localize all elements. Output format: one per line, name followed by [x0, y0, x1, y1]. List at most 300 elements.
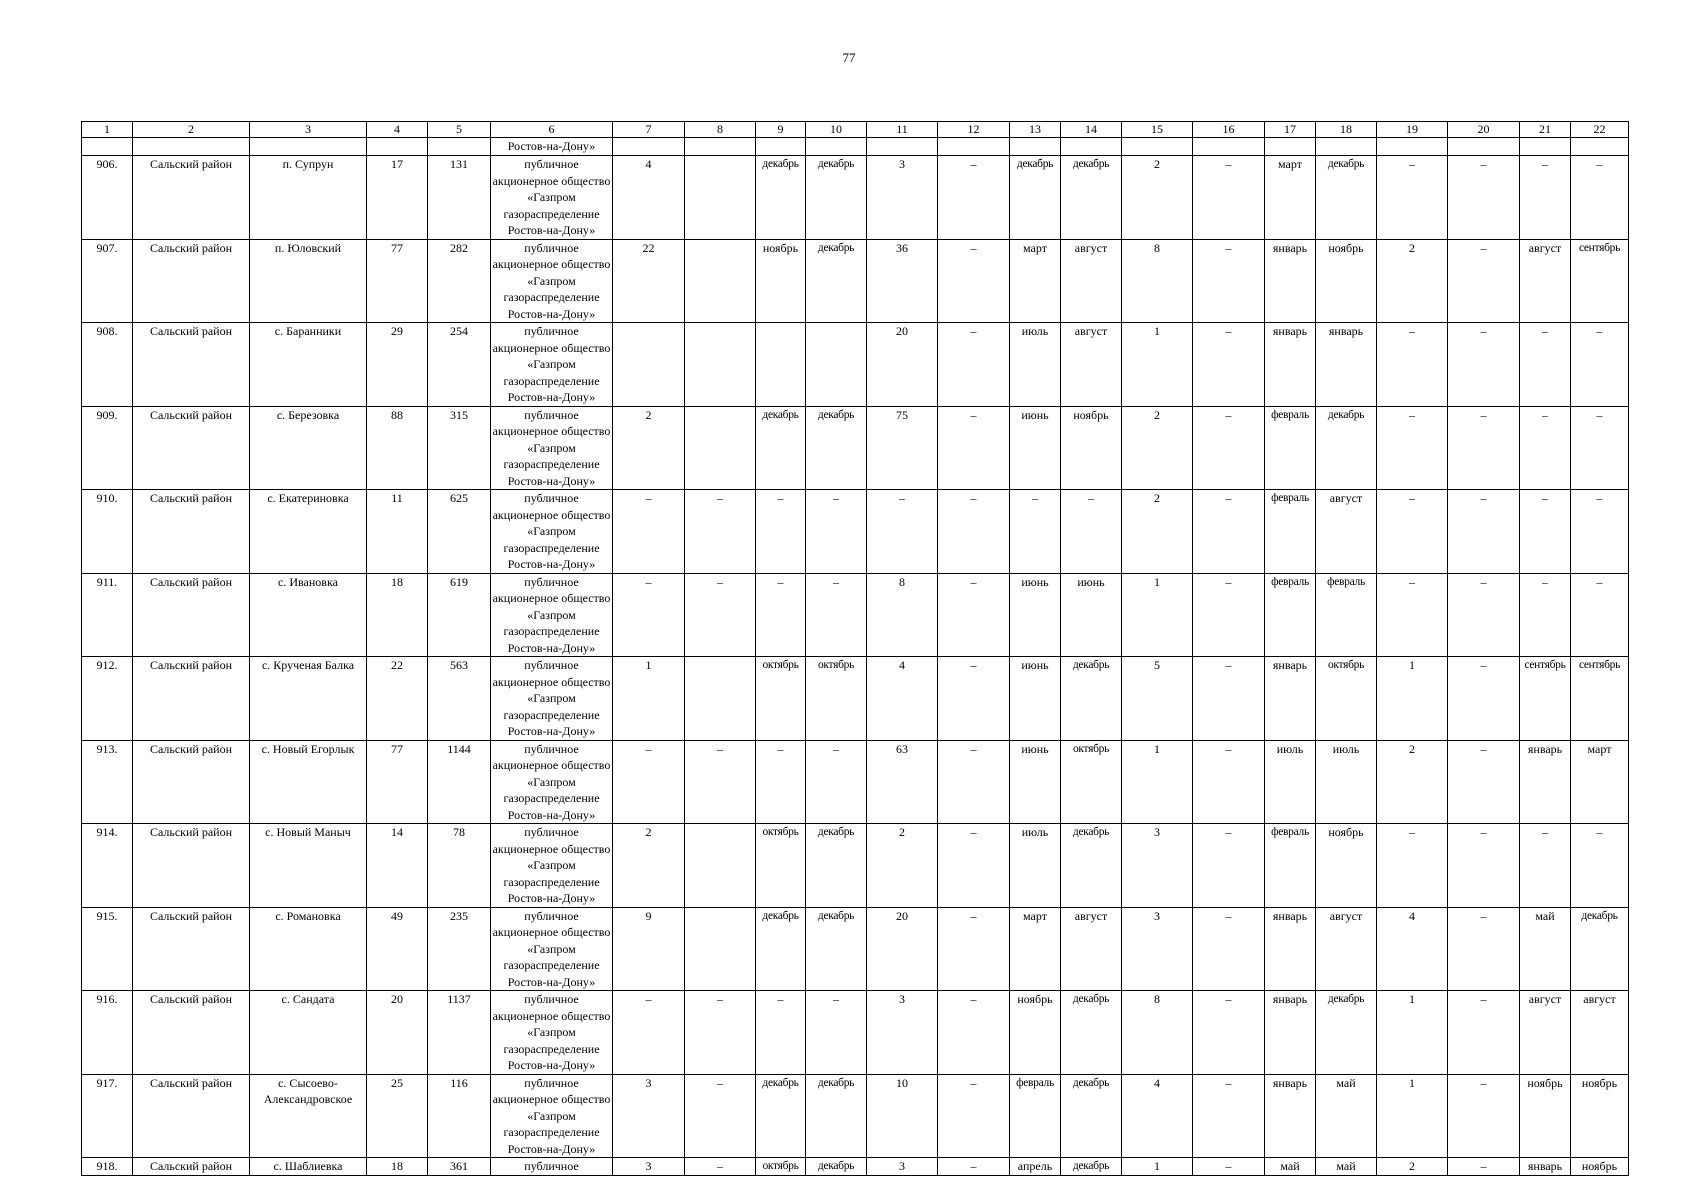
value-cell: декабрь [806, 824, 867, 908]
column-number-header: 8 [685, 122, 756, 138]
value-cell: январь [1316, 323, 1377, 407]
value-cell: ноябрь [1316, 239, 1377, 323]
column-number-header: 16 [1193, 122, 1265, 138]
value-cell: сентябрь [1520, 657, 1571, 741]
row-number: 907. [82, 239, 133, 323]
value-cell [685, 907, 756, 991]
table-row [82, 991, 1629, 1075]
value-cell: 20 [867, 323, 938, 407]
value-cell: январь [1265, 657, 1316, 741]
row-number: 912. [82, 657, 133, 741]
value-cell: – [938, 490, 1010, 574]
value-cell: 131 [428, 156, 491, 240]
table-row [82, 740, 1629, 824]
value-cell: 63 [867, 740, 938, 824]
table-row [82, 323, 1629, 407]
column-number-header: 9 [756, 122, 806, 138]
settlement-cell: с. Сысоево-Александровское [250, 1074, 367, 1158]
value-cell: ноябрь [1571, 1158, 1629, 1176]
row-number: 913. [82, 740, 133, 824]
value-cell: – [1520, 824, 1571, 908]
value-cell: 625 [428, 490, 491, 574]
value-cell: 2 [1122, 406, 1193, 490]
row-number: 910. [82, 490, 133, 574]
operator-cell: публичное [491, 1158, 613, 1176]
value-cell: декабрь [1061, 657, 1122, 741]
column-number-header: 11 [867, 122, 938, 138]
operator-cell: публичное акционерное общество «Газпром газораспределение Ростов-на-Дону» [491, 740, 613, 824]
row-number: 906. [82, 156, 133, 240]
value-cell: – [938, 1074, 1010, 1158]
value-cell [806, 323, 867, 407]
value-cell: – [1377, 490, 1448, 574]
value-cell: ноябрь [1316, 824, 1377, 908]
value-cell: декабрь [1316, 156, 1377, 240]
value-cell: декабрь [756, 406, 806, 490]
value-cell [685, 406, 756, 490]
value-cell: 5 [1122, 657, 1193, 741]
value-cell: 1137 [428, 991, 491, 1075]
value-cell: – [1193, 1158, 1265, 1176]
value-cell: июль [1265, 740, 1316, 824]
value-cell: 8 [1122, 991, 1193, 1075]
operator-cell: публичное акционерное общество «Газпром газораспределение Ростов-на-Дону» [491, 406, 613, 490]
value-cell: – [1448, 1074, 1520, 1158]
value-cell: февраль [1265, 573, 1316, 657]
district-cell: Сальский район [133, 657, 250, 741]
value-cell: – [938, 156, 1010, 240]
value-cell: 1 [1122, 1158, 1193, 1176]
value-cell: 77 [367, 239, 428, 323]
value-cell: – [1377, 573, 1448, 657]
value-cell: август [1316, 907, 1377, 991]
value-cell: 1 [1377, 657, 1448, 741]
value-cell: 1 [1122, 740, 1193, 824]
value-cell: 3 [867, 1158, 938, 1176]
value-cell: – [806, 991, 867, 1075]
value-cell: 14 [367, 824, 428, 908]
district-cell: Сальский район [133, 740, 250, 824]
value-cell: декабрь [806, 156, 867, 240]
value-cell: 78 [428, 824, 491, 908]
table-row [82, 824, 1629, 908]
value-cell: – [1448, 490, 1520, 574]
value-cell: 1 [1377, 991, 1448, 1075]
value-cell: – [1193, 573, 1265, 657]
value-cell: апрель [1010, 1158, 1061, 1176]
column-number-header: 22 [1571, 122, 1629, 138]
column-number-header: 4 [367, 122, 428, 138]
value-cell: январь [1520, 1158, 1571, 1176]
page-number: 77 [842, 50, 856, 65]
value-cell: – [756, 490, 806, 574]
value-cell: 4 [613, 156, 685, 240]
row-number: 918. [82, 1158, 133, 1176]
value-cell: декабрь [806, 1158, 867, 1176]
district-cell: Сальский район [133, 1158, 250, 1176]
value-cell: – [1193, 657, 1265, 741]
value-cell: 563 [428, 657, 491, 741]
value-cell: – [1448, 907, 1520, 991]
value-cell: 18 [367, 1158, 428, 1176]
value-cell: сентябрь [1571, 657, 1629, 741]
value-cell: 20 [367, 991, 428, 1075]
column-number-header: 12 [938, 122, 1010, 138]
value-cell: – [756, 740, 806, 824]
value-cell: декабрь [1316, 406, 1377, 490]
value-cell: декабрь [806, 907, 867, 991]
value-cell: – [1061, 490, 1122, 574]
column-number-header: 20 [1448, 122, 1520, 138]
district-cell: Сальский район [133, 156, 250, 240]
value-cell: август [1520, 991, 1571, 1075]
value-cell: июнь [1010, 740, 1061, 824]
value-cell: – [938, 406, 1010, 490]
value-cell: 619 [428, 573, 491, 657]
value-cell: февраль [1265, 824, 1316, 908]
value-cell: – [1520, 406, 1571, 490]
value-cell: – [685, 1074, 756, 1158]
value-cell: 9 [613, 907, 685, 991]
column-number-header-row [82, 122, 1629, 138]
table-row [82, 406, 1629, 490]
value-cell: октябрь [1061, 740, 1122, 824]
value-cell: 36 [867, 239, 938, 323]
value-cell: – [1448, 156, 1520, 240]
value-cell: – [1571, 156, 1629, 240]
data-table [81, 121, 1629, 1176]
table-row [82, 239, 1629, 323]
row-number: 914. [82, 824, 133, 908]
value-cell: декабрь [806, 239, 867, 323]
value-cell: 77 [367, 740, 428, 824]
value-cell: – [1193, 323, 1265, 407]
value-cell: 1144 [428, 740, 491, 824]
value-cell: 3 [1122, 824, 1193, 908]
value-cell: – [613, 573, 685, 657]
value-cell: – [1193, 740, 1265, 824]
value-cell: декабрь [756, 1074, 806, 1158]
value-cell: – [1448, 657, 1520, 741]
settlement-cell: с. Шаблиевка [250, 1158, 367, 1176]
value-cell: – [1520, 156, 1571, 240]
value-cell: – [938, 657, 1010, 741]
settlement-cell: с. Сандата [250, 991, 367, 1075]
value-cell: – [938, 1158, 1010, 1176]
value-cell: – [685, 573, 756, 657]
value-cell: октябрь [1316, 657, 1377, 741]
value-cell: – [938, 239, 1010, 323]
value-cell: 4 [867, 657, 938, 741]
value-cell: ноябрь [1010, 991, 1061, 1075]
value-cell: ноябрь [1061, 406, 1122, 490]
value-cell: август [1061, 907, 1122, 991]
value-cell: 282 [428, 239, 491, 323]
value-cell: 1 [613, 657, 685, 741]
operator-cell: публичное акционерное общество «Газпром газораспределение Ростов-на-Дону» [491, 991, 613, 1075]
value-cell: – [1377, 824, 1448, 908]
value-cell: декабрь [1061, 156, 1122, 240]
value-cell: ноябрь [1571, 1074, 1629, 1158]
district-cell: Сальский район [133, 239, 250, 323]
row-number: 911. [82, 573, 133, 657]
table-row [82, 657, 1629, 741]
value-cell: октябрь [756, 824, 806, 908]
operator-cell: публичное акционерное общество «Газпром газораспределение Ростов-на-Дону» [491, 323, 613, 407]
column-number-header: 21 [1520, 122, 1571, 138]
value-cell: декабрь [756, 907, 806, 991]
column-number-header: 18 [1316, 122, 1377, 138]
settlement-cell: с. Новый Маныч [250, 824, 367, 908]
value-cell: 235 [428, 907, 491, 991]
value-cell: – [685, 490, 756, 574]
operator-cell: публичное акционерное общество «Газпром газораспределение Ростов-на-Дону» [491, 824, 613, 908]
value-cell: – [806, 490, 867, 574]
value-cell: январь [1265, 991, 1316, 1075]
value-cell: декабрь [756, 156, 806, 240]
district-cell: Сальский район [133, 907, 250, 991]
value-cell: – [685, 740, 756, 824]
value-cell: 2 [867, 824, 938, 908]
value-cell: – [867, 490, 938, 574]
value-cell: 3 [867, 991, 938, 1075]
settlement-cell: с. Крученая Балка [250, 657, 367, 741]
value-cell: 2 [1122, 156, 1193, 240]
column-number-header: 17 [1265, 122, 1316, 138]
value-cell: декабрь [1061, 991, 1122, 1075]
settlement-cell: с. Романовка [250, 907, 367, 991]
value-cell: 8 [867, 573, 938, 657]
value-cell: май [1316, 1158, 1377, 1176]
value-cell: 18 [367, 573, 428, 657]
value-cell: 20 [867, 907, 938, 991]
value-cell: 22 [367, 657, 428, 741]
value-cell: январь [1520, 740, 1571, 824]
settlement-cell: с. Екатериновка [250, 490, 367, 574]
value-cell: июль [1010, 824, 1061, 908]
value-cell: – [1520, 490, 1571, 574]
value-cell: май [1520, 907, 1571, 991]
value-cell: август [1520, 239, 1571, 323]
table-row [82, 573, 1629, 657]
column-number-header: 14 [1061, 122, 1122, 138]
value-cell: декабрь [806, 1074, 867, 1158]
operator-cell: публичное акционерное общество «Газпром газораспределение Ростов-на-Дону» [491, 239, 613, 323]
row-number: 916. [82, 991, 133, 1075]
value-cell: август [1571, 991, 1629, 1075]
value-cell: ноябрь [1520, 1074, 1571, 1158]
table-row [82, 907, 1629, 991]
value-cell: февраль [1265, 490, 1316, 574]
operator-cell: публичное акционерное общество «Газпром газораспределение Ростов-на-Дону» [491, 657, 613, 741]
value-cell: – [1520, 573, 1571, 657]
value-cell: – [938, 740, 1010, 824]
value-cell: февраль [1265, 406, 1316, 490]
table-row [82, 1074, 1629, 1158]
value-cell: – [1520, 323, 1571, 407]
value-cell: октябрь [756, 1158, 806, 1176]
settlement-cell: с. Баранники [250, 323, 367, 407]
value-cell: июль [1316, 740, 1377, 824]
value-cell: февраль [1010, 1074, 1061, 1158]
operator-cell: публичное акционерное общество «Газпром газораспределение Ростов-на-Дону» [491, 573, 613, 657]
district-cell: Сальский район [133, 573, 250, 657]
value-cell: ноябрь [756, 239, 806, 323]
value-cell: декабрь [1061, 824, 1122, 908]
value-cell: 3 [1122, 907, 1193, 991]
value-cell: июнь [1010, 573, 1061, 657]
district-cell: Сальский район [133, 991, 250, 1075]
value-cell: август [1061, 323, 1122, 407]
value-cell: – [1193, 239, 1265, 323]
value-cell: – [806, 740, 867, 824]
value-cell: 2 [1377, 239, 1448, 323]
value-cell: 1 [1377, 1074, 1448, 1158]
settlement-cell: с. Ивановка [250, 573, 367, 657]
continuation-row [82, 138, 1629, 156]
value-cell: 10 [867, 1074, 938, 1158]
value-cell: – [938, 323, 1010, 407]
column-number-header: 2 [133, 122, 250, 138]
value-cell: декабрь [1010, 156, 1061, 240]
value-cell: – [806, 573, 867, 657]
value-cell: – [1448, 573, 1520, 657]
value-cell: – [1448, 740, 1520, 824]
value-cell: январь [1265, 239, 1316, 323]
column-number-header: 5 [428, 122, 491, 138]
row-number: 917. [82, 1074, 133, 1158]
column-number-header: 15 [1122, 122, 1193, 138]
value-cell: декабрь [1316, 991, 1377, 1075]
operator-cell: публичное акционерное общество «Газпром газораспределение Ростов-на-Дону» [491, 1074, 613, 1158]
value-cell: 315 [428, 406, 491, 490]
column-number-header: 3 [250, 122, 367, 138]
value-cell: март [1010, 907, 1061, 991]
value-cell: январь [1265, 1074, 1316, 1158]
row-number: 908. [82, 323, 133, 407]
table-row [82, 1158, 1629, 1176]
value-cell: 1 [1122, 323, 1193, 407]
settlement-cell: п. Юловский [250, 239, 367, 323]
value-cell: – [1377, 406, 1448, 490]
value-cell: 8 [1122, 239, 1193, 323]
value-cell: – [1448, 991, 1520, 1075]
value-cell: декабрь [1061, 1074, 1122, 1158]
value-cell: – [685, 991, 756, 1075]
value-cell: февраль [1316, 573, 1377, 657]
operator-cell: публичное акционерное общество «Газпром газораспределение Ростов-на-Дону» [491, 490, 613, 574]
value-cell: 3 [613, 1074, 685, 1158]
value-cell: – [938, 824, 1010, 908]
column-number-header: 10 [806, 122, 867, 138]
value-cell: 4 [1377, 907, 1448, 991]
column-number-header: 13 [1010, 122, 1061, 138]
value-cell: декабрь [806, 406, 867, 490]
value-cell: – [938, 991, 1010, 1075]
value-cell: 3 [867, 156, 938, 240]
value-cell: октябрь [756, 657, 806, 741]
value-cell [613, 323, 685, 407]
value-cell [685, 156, 756, 240]
value-cell: 361 [428, 1158, 491, 1176]
value-cell: – [613, 991, 685, 1075]
value-cell [685, 824, 756, 908]
value-cell: март [1571, 740, 1629, 824]
district-cell: Сальский район [133, 490, 250, 574]
value-cell: январь [1265, 907, 1316, 991]
column-number-header: 7 [613, 122, 685, 138]
value-cell: май [1265, 1158, 1316, 1176]
value-cell: 49 [367, 907, 428, 991]
value-cell: 17 [367, 156, 428, 240]
value-cell: март [1010, 239, 1061, 323]
value-cell: 3 [613, 1158, 685, 1176]
value-cell: – [1448, 1158, 1520, 1176]
value-cell: май [1316, 1074, 1377, 1158]
value-cell: июнь [1061, 573, 1122, 657]
value-cell: – [685, 1158, 756, 1176]
settlement-cell: с. Новый Егорлык [250, 740, 367, 824]
value-cell: 22 [613, 239, 685, 323]
value-cell: 25 [367, 1074, 428, 1158]
value-cell: – [1377, 323, 1448, 407]
value-cell: – [1193, 991, 1265, 1075]
value-cell: январь [1265, 323, 1316, 407]
value-cell: март [1265, 156, 1316, 240]
value-cell: август [1061, 239, 1122, 323]
value-cell: – [756, 573, 806, 657]
value-cell: – [613, 490, 685, 574]
value-cell: 2 [613, 824, 685, 908]
value-cell: – [1571, 323, 1629, 407]
value-cell: – [1571, 490, 1629, 574]
value-cell: 11 [367, 490, 428, 574]
value-cell: – [1193, 907, 1265, 991]
value-cell: 2 [1377, 1158, 1448, 1176]
value-cell: октябрь [806, 657, 867, 741]
district-cell: Сальский район [133, 1074, 250, 1158]
value-cell: – [1193, 824, 1265, 908]
settlement-cell: с. Березовка [250, 406, 367, 490]
value-cell: – [938, 907, 1010, 991]
value-cell: сентябрь [1571, 239, 1629, 323]
value-cell: – [1448, 824, 1520, 908]
continuation-text: Ростов-на-Дону» [491, 138, 613, 156]
column-number-header: 1 [82, 122, 133, 138]
value-cell: – [1571, 573, 1629, 657]
district-cell: Сальский район [133, 824, 250, 908]
value-cell: 75 [867, 406, 938, 490]
column-number-header: 19 [1377, 122, 1448, 138]
settlement-cell: п. Супрун [250, 156, 367, 240]
value-cell: декабрь [1061, 1158, 1122, 1176]
table-row [82, 490, 1629, 574]
value-cell: – [1571, 824, 1629, 908]
row-number: 915. [82, 907, 133, 991]
value-cell: – [1193, 156, 1265, 240]
value-cell: 254 [428, 323, 491, 407]
value-cell: 2 [1377, 740, 1448, 824]
value-cell: август [1316, 490, 1377, 574]
value-cell [685, 657, 756, 741]
value-cell: – [1377, 156, 1448, 240]
value-cell: – [1193, 490, 1265, 574]
value-cell: – [1193, 1074, 1265, 1158]
value-cell: июнь [1010, 657, 1061, 741]
value-cell: – [1571, 406, 1629, 490]
value-cell: 29 [367, 323, 428, 407]
value-cell: июнь [1010, 406, 1061, 490]
